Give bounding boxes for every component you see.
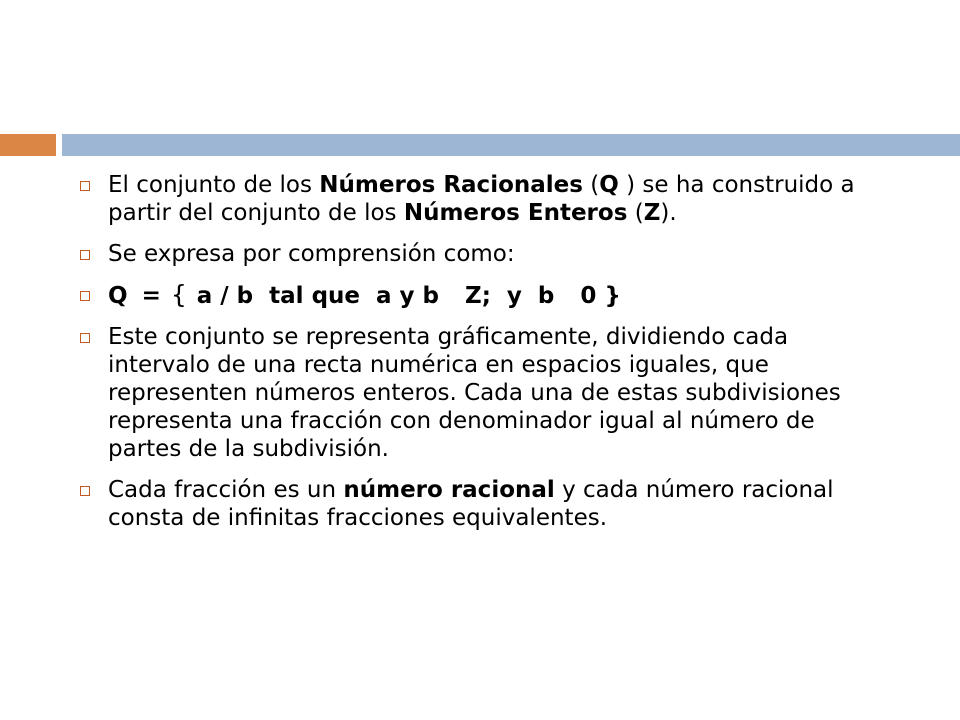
formula-tal-que: tal que bbox=[269, 283, 361, 309]
bullet-item-definition bbox=[78, 171, 878, 227]
bullet-text-definition: El conjunto de los Números Racionales (Q ) se ha construido a partir del conjunto de los Números Enteros (Z). bbox=[108, 172, 855, 226]
formula-zero: 0 bbox=[580, 283, 597, 309]
accent-bar-orange bbox=[0, 134, 56, 156]
formula-close-brace: } bbox=[604, 283, 621, 309]
formula-equals: = bbox=[141, 283, 161, 309]
accent-bar-blue bbox=[62, 134, 960, 156]
square-bullet-icon bbox=[80, 291, 90, 301]
bullet-text-fraction: Cada fracción es un número racional y cada número racional consta de infinitas fracciones equivalentes. bbox=[108, 477, 834, 531]
square-bullet-icon bbox=[80, 250, 90, 260]
bullet-list bbox=[78, 171, 878, 545]
formula-q: Q bbox=[108, 283, 128, 309]
square-bullet-icon bbox=[80, 486, 90, 496]
bullet-item-fraction bbox=[78, 476, 878, 532]
bullet-text-comprehension: Se expresa por comprensión como: bbox=[108, 241, 515, 267]
formula-y-b: y b bbox=[506, 283, 555, 309]
bullet-item-formula bbox=[78, 281, 878, 310]
set-formula bbox=[108, 280, 621, 309]
bullet-text-representation: Este conjunto se representa gráficamente, dividiendo cada intervalo de una recta numérica en espacios iguales, que representen números enteros. Cada una de estas subdivisiones representa una fracción con denominador igual al número de partes de la subdivisión. bbox=[108, 324, 841, 462]
square-bullet-icon bbox=[80, 181, 90, 191]
square-bullet-icon bbox=[80, 333, 90, 343]
bullet-item-representation bbox=[78, 323, 878, 463]
bullet-item-comprehension bbox=[78, 240, 878, 268]
formula-open-brace: { bbox=[170, 280, 187, 309]
formula-a-y-b: a y b bbox=[376, 283, 440, 309]
formula-fraction: a / b bbox=[196, 283, 254, 309]
formula-z: Z; bbox=[465, 283, 491, 309]
